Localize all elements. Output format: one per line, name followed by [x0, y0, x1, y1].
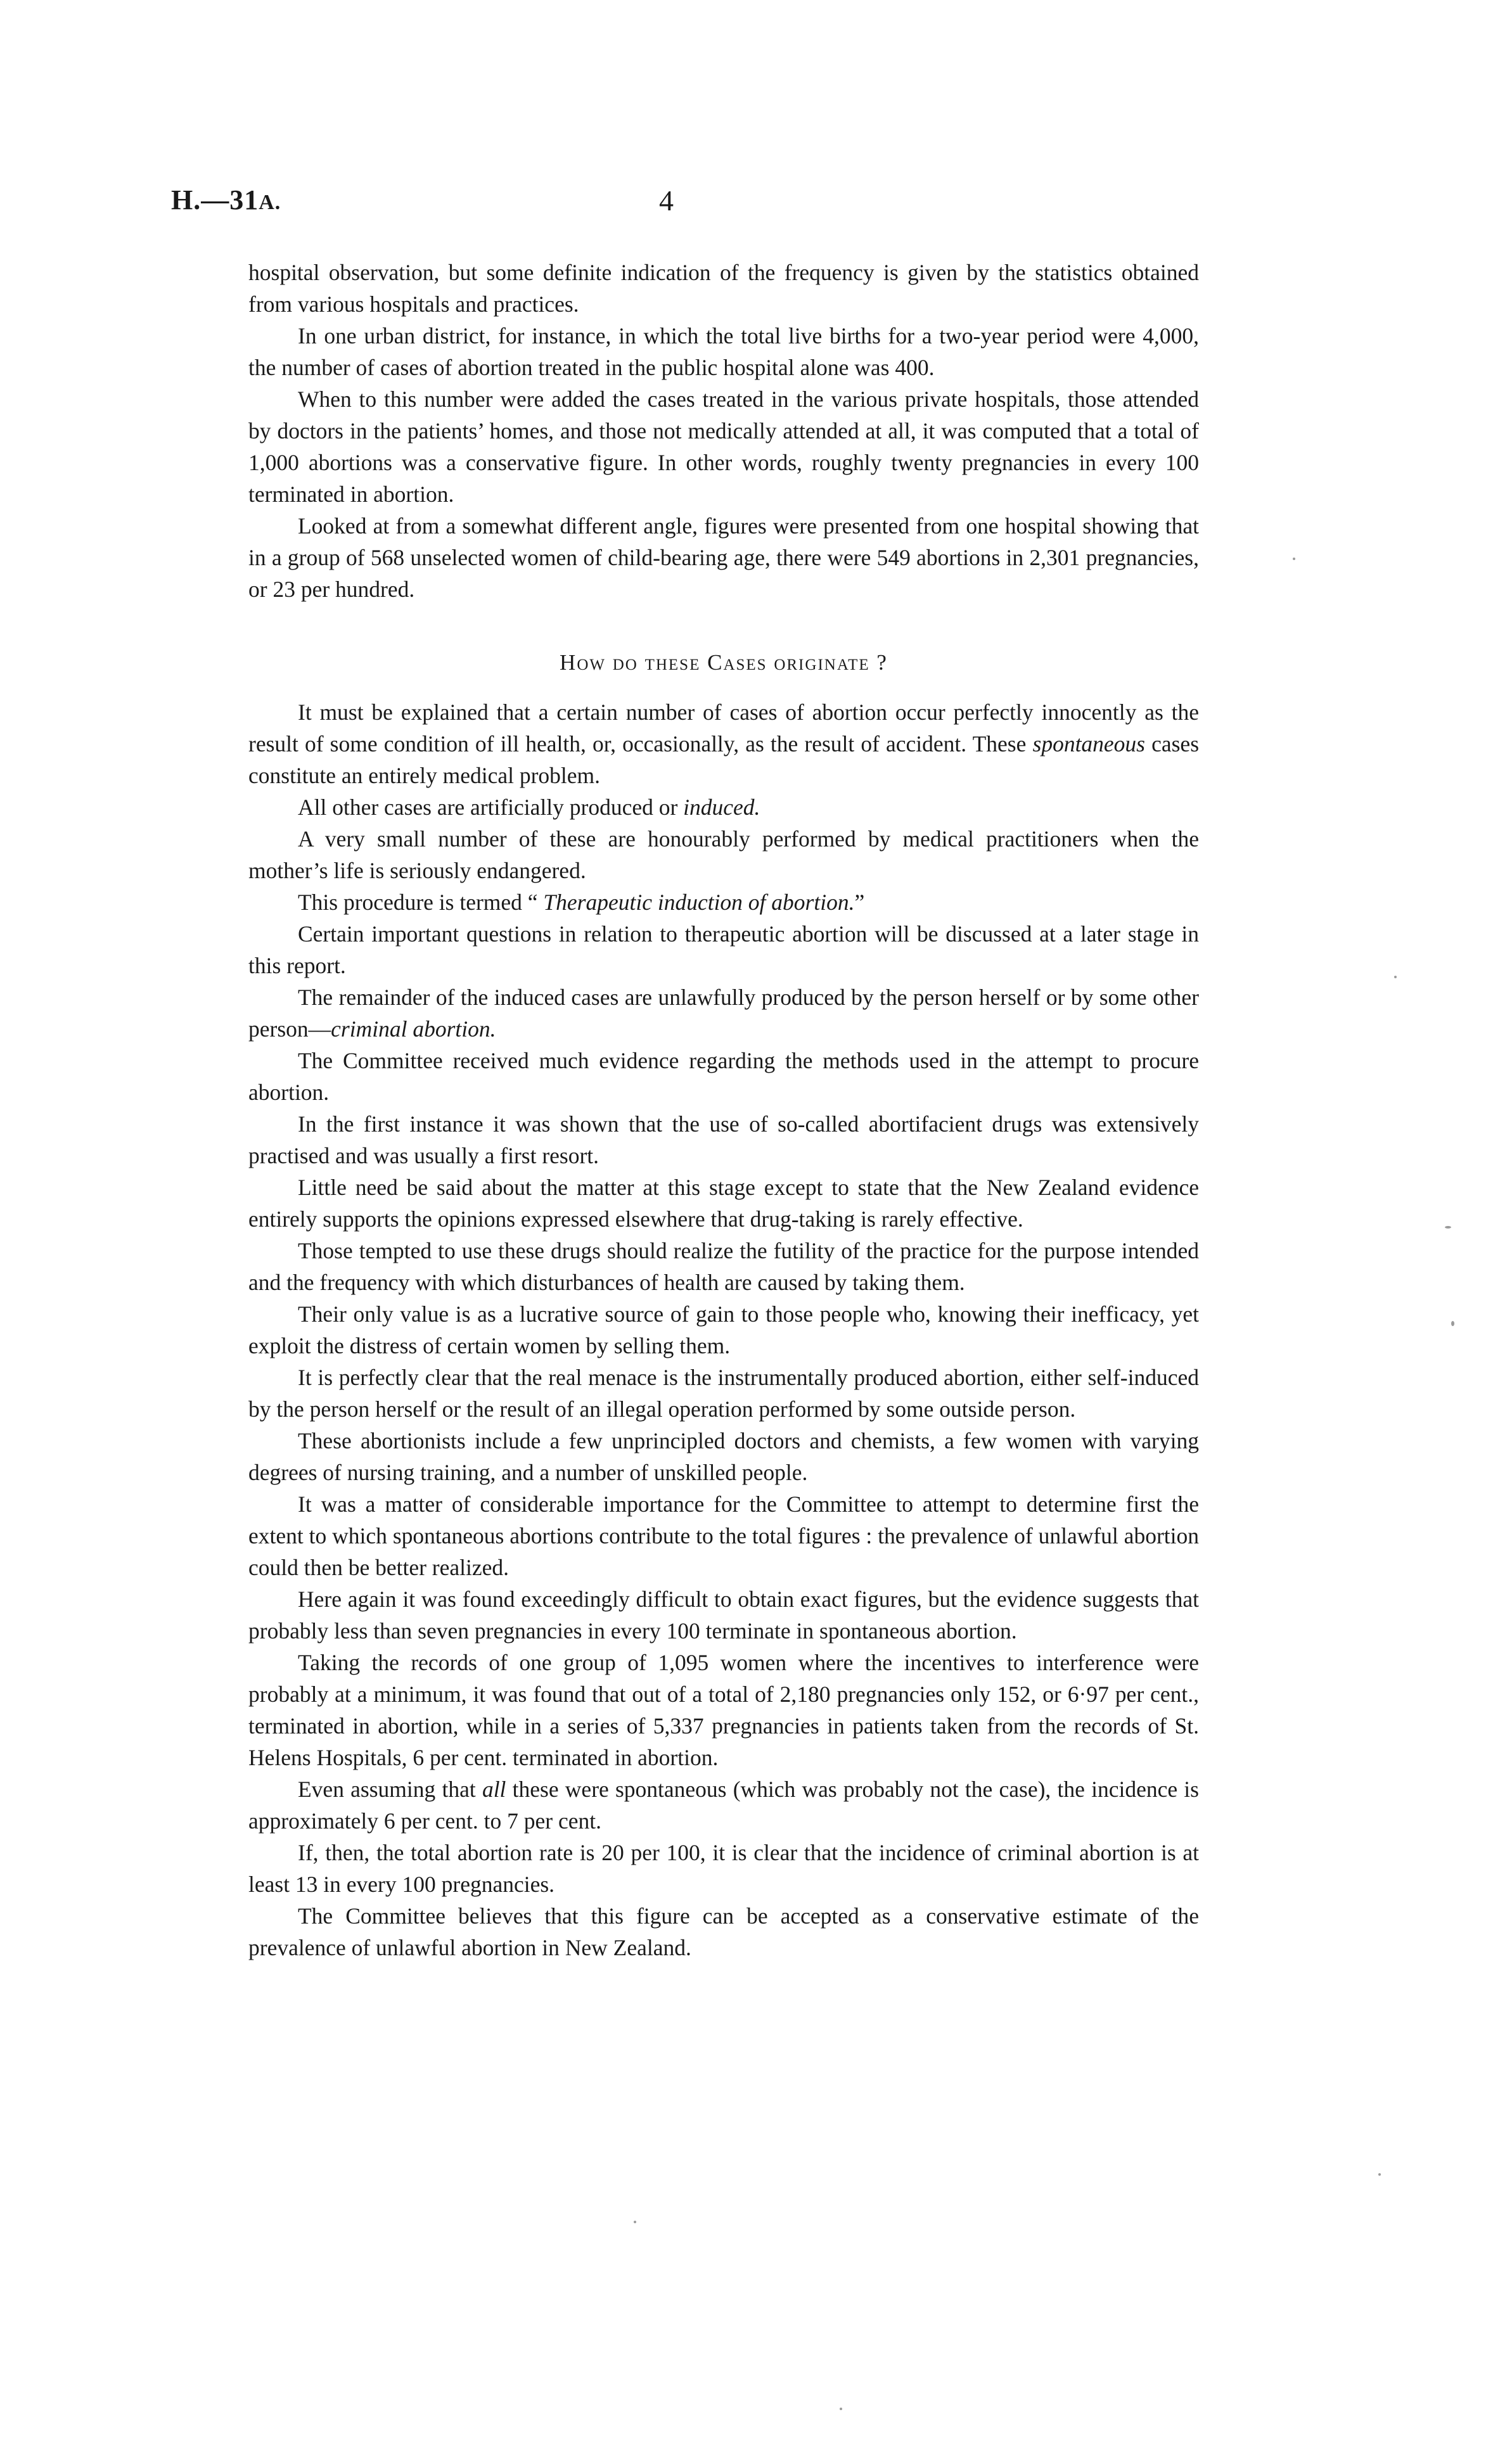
- paragraph: All other cases are artificially produced or induced.: [298, 795, 760, 820]
- paragraph: The Committee received much evidence regarding the methods used in the attempt to procure abortion.: [248, 1048, 1199, 1105]
- paragraph: Taking the records of one group of 1,095 women where the incentives to interference were probably at a minimum, it was found that out of a total of 2,180 pregnancies only 152, or 6·97 per cent., terminated in abortion, while in a series of 5,337 pregnancies in patients taken from the records of St. Helens Hospitals, 6 per cent. terminated in abortion.: [248, 1650, 1199, 1770]
- paragraph: Even assuming that all these were spontaneous (which was probably not the case), the incidence is approximately 6 per cent. to 7 per cent.: [248, 1777, 1199, 1834]
- section-heading: How do these Cases originate ?: [560, 650, 888, 675]
- scan-speck: [1293, 558, 1295, 560]
- body-text: [248, 257, 1199, 1963]
- paragraph: Their only value is as a lucrative source of gain to those people who, knowing their inefficacy, yet exploit the distress of certain women by selling them.: [248, 1301, 1199, 1358]
- scan-speck: [840, 2408, 842, 2410]
- paragraph: Here again it was found exceedingly difficult to obtain exact figures, but the evidence suggests that probably less than seven pregnancies in every 100 terminate in spontaneous abortion.: [248, 1586, 1199, 1644]
- paragraph: When to this number were added the cases treated in the various private hospitals, those attended by doctors in the patients’ homes, and those not medically attended at all, it was computed that a total of 1,000 abortions was a conservative figure. In other words, roughly twenty pregnancies in every 100 terminated in abortion.: [248, 386, 1199, 507]
- paragraph: These abortionists include a few unprincipled doctors and chemists, a few women with varying degrees of nursing training, and a number of unskilled people.: [248, 1428, 1199, 1485]
- scan-speck: [1378, 2173, 1381, 2176]
- paragraph: Little need be said about the matter at this stage except to state that the New Zealand evidence entirely supports the opinions expressed elsewhere that drug-taking is rarely effective.: [248, 1175, 1199, 1232]
- document-reference: H.—31A.: [171, 184, 281, 215]
- page-number: 4: [659, 184, 674, 217]
- paragraph: In one urban district, for instance, in which the total live births for a two-year period were 4,000, the number of cases of abortion treated in the public hospital alone was 400.: [248, 323, 1199, 380]
- paragraph: In the first instance it was shown that the use of so-called abortifacient drugs was extensively practised and was usually a first resort.: [248, 1111, 1199, 1168]
- paragraph: Certain important questions in relation to therapeutic abortion will be discussed at a later stage in this report.: [248, 921, 1199, 978]
- paragraph: It is perfectly clear that the real menace is the instrumentally produced abortion, either self-induced by the person herself or the result of an illegal operation performed by some outside person.: [248, 1365, 1199, 1422]
- scan-speck: [634, 2221, 636, 2223]
- paragraph: This procedure is termed “ Therapeutic induction of abortion.”: [298, 890, 865, 915]
- paragraph: A very small number of these are honourably performed by medical practitioners when the mother’s life is seriously endangered.: [248, 826, 1199, 883]
- scan-speck: [1394, 976, 1397, 978]
- paragraph: The Committee believes that this figure can be accepted as a conservative estimate of the prevalence of unlawful abortion in New Zealand.: [248, 1903, 1199, 1960]
- paragraph: The remainder of the induced cases are unlawfully produced by the person herself or by some other person—criminal abortion.: [248, 985, 1199, 1042]
- running-head: [171, 184, 1198, 228]
- paragraph: If, then, the total abortion rate is 20 per 100, it is clear that the incidence of criminal abortion is at least 13 in every 100 pregnancies.: [248, 1840, 1199, 1897]
- scan-speck: [1445, 1226, 1451, 1229]
- paragraph: Those tempted to use these drugs should realize the futility of the practice for the purpose intended and the frequency with which disturbances of health are caused by taking them.: [248, 1238, 1199, 1295]
- paragraph-continued: hospital observation, but some definite indication of the frequency is given by the statistics obtained from various hospitals and practices.: [248, 260, 1199, 317]
- scan-speck: [1451, 1321, 1454, 1326]
- paragraph: It was a matter of considerable importance for the Committee to attempt to determine first the extent to which spontaneous abortions contribute to the total figures : the prevalence of unlawful abortion could then be better realized.: [248, 1491, 1199, 1580]
- paragraph: Looked at from a somewhat different angle, figures were presented from one hospital showing that in a group of 568 unselected women of child-bearing age, there were 549 abortions in 2,301 pregnancies, or 23 per hundred.: [248, 513, 1199, 602]
- paragraph: It must be explained that a certain number of cases of abortion occur perfectly innocently as the result of some condition of ill health, or, occasionally, as the result of accident. These spontaneous cases constitute an entirely medical problem.: [248, 699, 1200, 788]
